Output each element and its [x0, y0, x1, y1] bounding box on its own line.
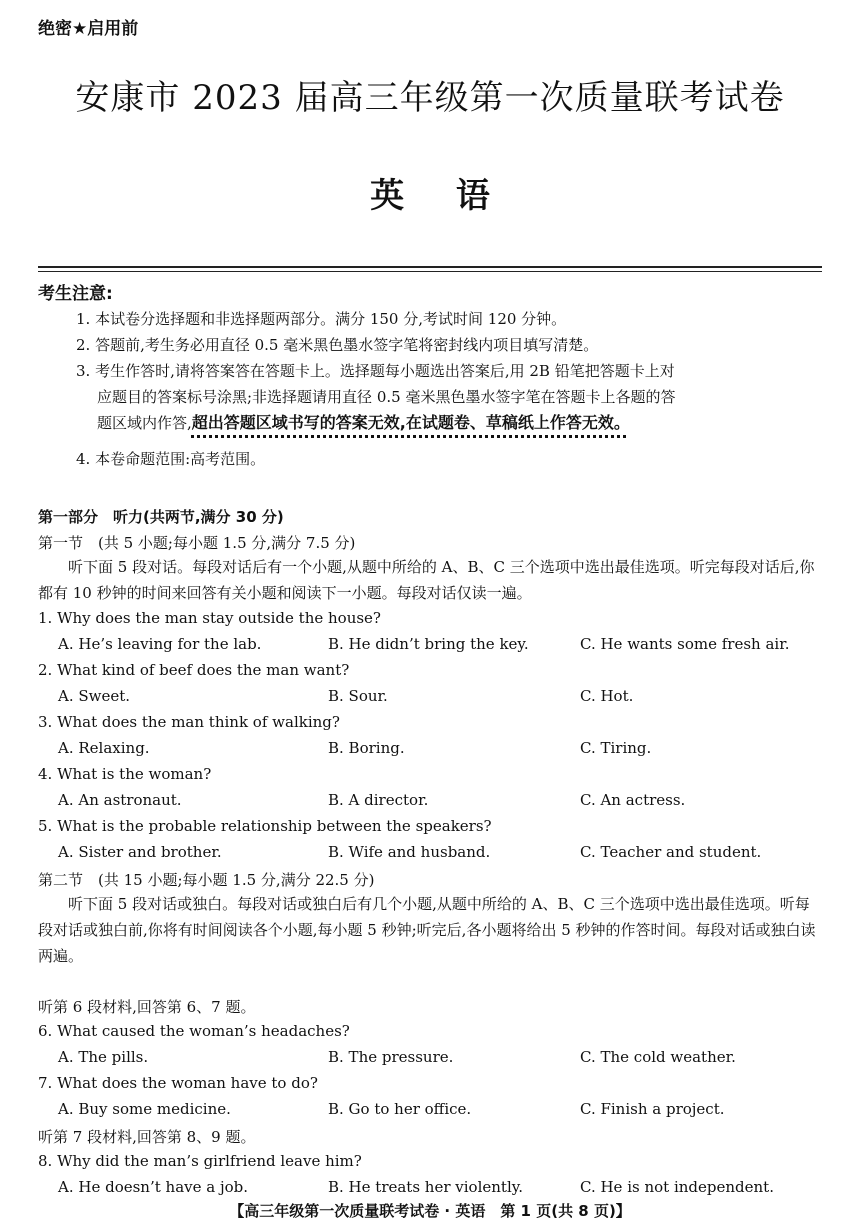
- q6-option-c: C. The cold weather.: [580, 1048, 736, 1066]
- question-2: 2. What kind of beef does the man want?: [38, 661, 350, 679]
- material-7-instruction: 听第 7 段材料,回答第 8、9 题。: [38, 1128, 256, 1146]
- q2-option-b: B. Sour.: [328, 687, 388, 705]
- question-6: 6. What caused the woman’s headaches?: [38, 1022, 350, 1040]
- q1-option-b: B. He didn’t bring the key.: [328, 635, 529, 653]
- question-4: 4. What is the woman?: [38, 765, 212, 783]
- notice-item-3-line-2: 应题目的答案标号涂黑;非选择题请用直径 0.5 毫米黑色墨水签字笔在答题卡上各题的答: [97, 388, 676, 406]
- notice-item-3-line-1: 3. 考生作答时,请将答案答在答题卡上。选择题每小题选出答案后,用 2B 铅笔把答题卡上对: [76, 362, 675, 380]
- notice-item-1: 1. 本试卷分选择题和非选择题两部分。满分 150 分,考试时间 120 分钟。: [76, 310, 567, 328]
- section1-heading: 第一节 (共 5 小题;每小题 1.5 分,满分 7.5 分): [38, 534, 356, 552]
- header-divider-thin: [38, 271, 822, 272]
- q8-option-b: B. He treats her violently.: [328, 1178, 523, 1196]
- q6-option-a: A. The pills.: [58, 1048, 149, 1066]
- q7-option-a: A. Buy some medicine.: [58, 1100, 231, 1118]
- question-3: 3. What does the man think of walking?: [38, 713, 340, 731]
- notice-item-3-line-3: [97, 410, 630, 436]
- header-divider-thick: [38, 266, 822, 268]
- q8-option-c: C. He is not independent.: [580, 1178, 774, 1196]
- q8-option-a: A. He doesn’t have a job.: [58, 1178, 249, 1196]
- notice-item-4: 4. 本卷命题范围:高考范围。: [76, 450, 266, 468]
- section2-heading: 第二节 (共 15 小题;每小题 1.5 分,满分 22.5 分): [38, 871, 375, 889]
- question-5: 5. What is the probable relationship between the speakers?: [38, 817, 492, 835]
- q4-option-c: C. An actress.: [580, 791, 686, 809]
- subject-title: 英 语: [370, 176, 490, 216]
- confidential-label: 绝密★启用前: [38, 19, 139, 39]
- q6-option-b: B. The pressure.: [328, 1048, 454, 1066]
- q3-option-c: C. Tiring.: [580, 739, 652, 757]
- question-1: 1. Why does the man stay outside the house?: [38, 609, 381, 627]
- exam-title: 安康市 2023 届高三年级第一次质量联考试卷: [75, 78, 785, 118]
- q4-option-b: B. A director.: [328, 791, 429, 809]
- q5-option-c: C. Teacher and student.: [580, 843, 762, 861]
- q4-option-a: A. An astronaut.: [58, 791, 182, 809]
- notice-item-3-text: 题区域内作答,: [97, 414, 192, 432]
- material-6-instruction: 听第 6 段材料,回答第 6、7 题。: [38, 998, 256, 1016]
- q7-option-b: B. Go to her office.: [328, 1100, 472, 1118]
- q5-option-b: B. Wife and husband.: [328, 843, 491, 861]
- part1-heading: 第一部分 听力(共两节,满分 30 分): [38, 508, 284, 526]
- page-footer: 【高三年级第一次质量联考试卷 · 英语 第 1 页(共 8 页)】: [229, 1202, 631, 1220]
- section1-instructions: 听下面 5 段对话。每段对话后有一个小题,从题中所给的 A、B、C 三个选项中选出最佳选项。听完每段对话后,你都有 10 秒钟的时间来回答有关小题和阅读下一小题。每段对话仅读一遍。: [38, 558, 815, 602]
- question-7: 7. What does the woman have to do?: [38, 1074, 318, 1092]
- notice-item-2: 2. 答题前,考生务必用直径 0.5 毫米黑色墨水签字笔将密封线内项目填写清楚。: [76, 336, 599, 354]
- q2-option-c: C. Hot.: [580, 687, 634, 705]
- section2-instructions: 听下面 5 段对话或独白。每段对话或独白后有几个小题,从题中所给的 A、B、C 三个选项中选出最佳选项。听每段对话或独白前,你将有时间阅读各个小题,每小题 5 秒钟;听完后,各小题将给出 5 秒钟的作答时间。每段对话或独白读两遍。: [38, 895, 816, 965]
- notice-emphasis: 超出答题区域书写的答案无效,在试题卷、草稿纸上作答无效。: [191, 413, 630, 432]
- q1-option-a: A. He’s leaving for the lab.: [58, 635, 262, 653]
- notice-heading: 考生注意:: [38, 284, 113, 304]
- q1-option-c: C. He wants some fresh air.: [580, 635, 790, 653]
- q2-option-a: A. Sweet.: [58, 687, 131, 705]
- q3-option-b: B. Boring.: [328, 739, 405, 757]
- q7-option-c: C. Finish a project.: [580, 1100, 725, 1118]
- q3-option-a: A. Relaxing.: [58, 739, 150, 757]
- question-8: 8. Why did the man’s girlfriend leave him?: [38, 1152, 362, 1170]
- q5-option-a: A. Sister and brother.: [58, 843, 222, 861]
